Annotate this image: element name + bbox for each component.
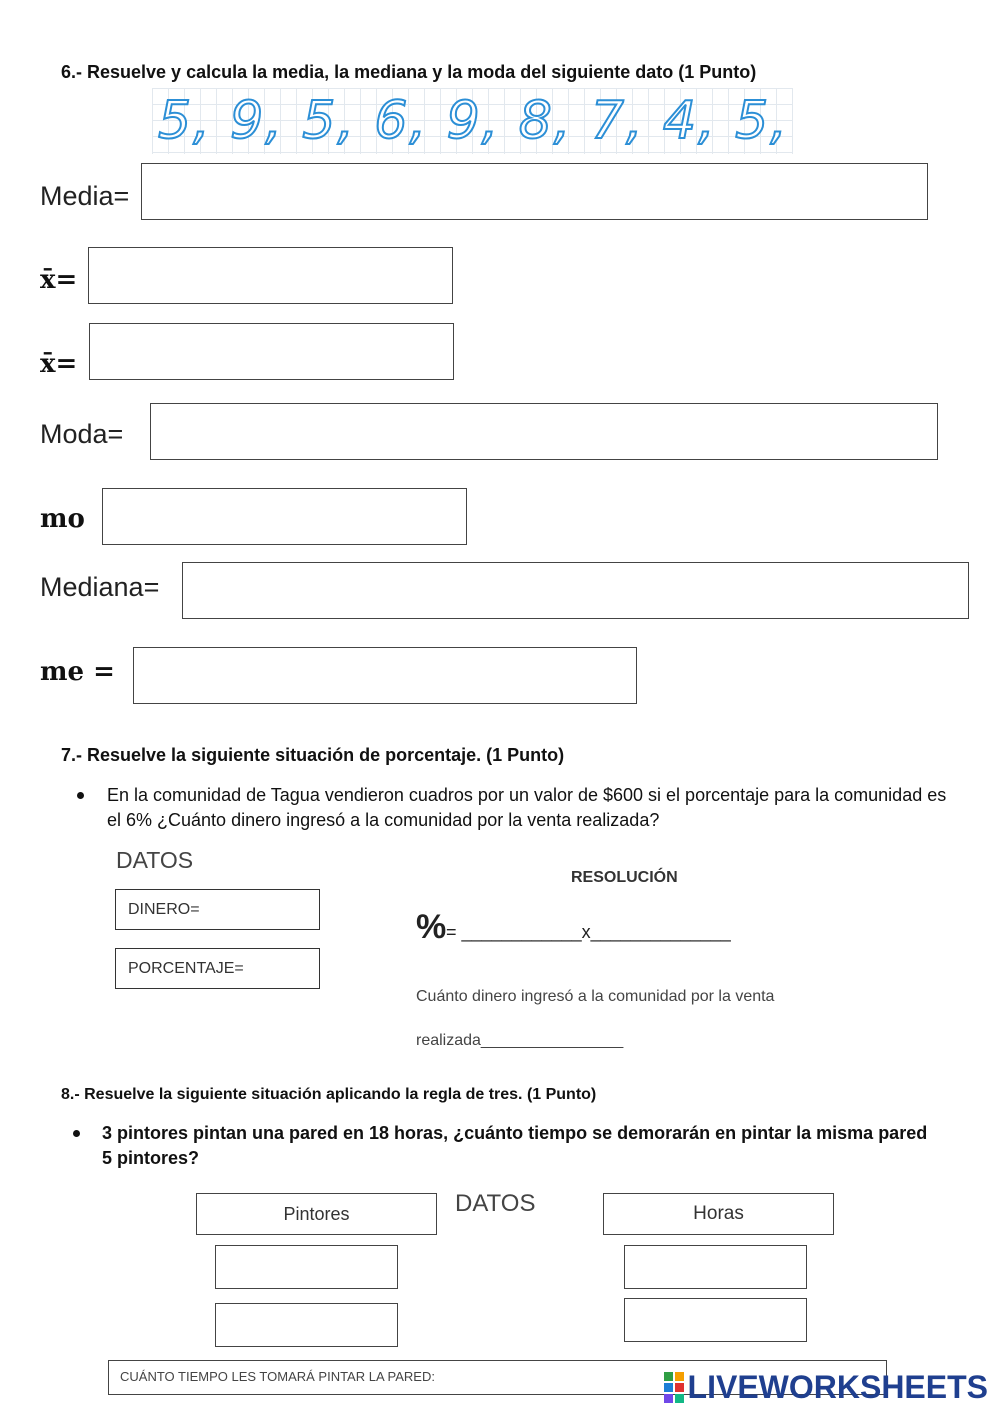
q6-title: 6.- Resuelve y calcula la media, la mediana y la moda del siguiente dato (1 Punto) <box>61 62 757 82</box>
q8-datos-heading: DATOS <box>455 1190 536 1217</box>
q7-title: 7.- Resuelve la siguiente situación de porcentaje. (1 Punto) <box>61 745 565 765</box>
horas-input-2[interactable] <box>624 1298 807 1342</box>
horas-input-1[interactable] <box>624 1245 807 1289</box>
me-input[interactable] <box>133 647 637 704</box>
xbar-input-2[interactable] <box>89 323 454 380</box>
mediana-label: Mediana= <box>40 572 160 602</box>
moda-input[interactable] <box>150 403 938 460</box>
horas-header <box>603 1193 834 1235</box>
xbar-label-2: x̄= <box>40 349 78 379</box>
final-question: CUÁNTO TIEMPO LES TOMARÁ PINTAR LA PARED: <box>120 1369 435 1384</box>
mediana-input[interactable] <box>182 562 969 619</box>
bullet <box>73 1130 80 1137</box>
xbar-input-1[interactable] <box>88 247 453 304</box>
bullet <box>77 792 84 799</box>
question-line-2[interactable]: realizada________________ <box>416 1032 624 1049</box>
pintores-input-1[interactable] <box>215 1245 398 1289</box>
percent-symbol: % <box>416 908 447 946</box>
question-line-1: Cuánto dinero ingresó a la comunidad por la venta <box>416 988 775 1005</box>
mo-label: mo <box>40 504 85 534</box>
q7-statement: En la comunidad de Tagua vendieron cuadros por un valor de $600 si el porcentaje para la comunidad es el 6% ¿Cuánto dinero ingresó a la comunidad por la venta realizada? <box>107 785 947 830</box>
dinero-box[interactable] <box>115 889 320 930</box>
porcentaje-box[interactable] <box>115 948 320 989</box>
brand-text: LIVEWORKSHEETS <box>687 1369 988 1405</box>
dinero-label: DINERO= <box>128 900 200 918</box>
q8-title: 8.- Resuelve la siguiente situación aplicando la regla de tres. (1 Punto) <box>61 1086 597 1103</box>
mo-input[interactable] <box>102 488 467 545</box>
horas-label: Horas <box>693 1203 744 1224</box>
q7-datos-heading: DATOS <box>116 847 194 873</box>
liveworksheets-logo <box>664 1369 988 1406</box>
resolucion-heading: RESOLUCIÓN <box>571 869 678 886</box>
numbers-image <box>152 88 793 154</box>
media-input[interactable] <box>141 163 928 220</box>
porcentaje-label: PORCENTAJE= <box>128 959 244 977</box>
xbar-label-1: x̄= <box>40 265 78 295</box>
pintores-input-2[interactable] <box>215 1303 398 1347</box>
q8-statement: 3 pintores pintan una pared en 18 horas, ¿cuánto tiempo se demorarán en pintar la misma pared 5 pintores? <box>102 1123 928 1168</box>
formula-line[interactable]: = ____________x______________ <box>446 922 731 942</box>
numbers-text: 5, 9, 5, 6, 9, 8, 7, 4, 5, <box>158 91 789 151</box>
me-label: me = <box>40 657 115 687</box>
moda-label: Moda= <box>40 419 124 449</box>
pintores-header <box>196 1193 437 1235</box>
logo-icon <box>664 1372 684 1403</box>
pintores-label: Pintores <box>283 1203 350 1224</box>
media-label: Media= <box>40 181 130 211</box>
